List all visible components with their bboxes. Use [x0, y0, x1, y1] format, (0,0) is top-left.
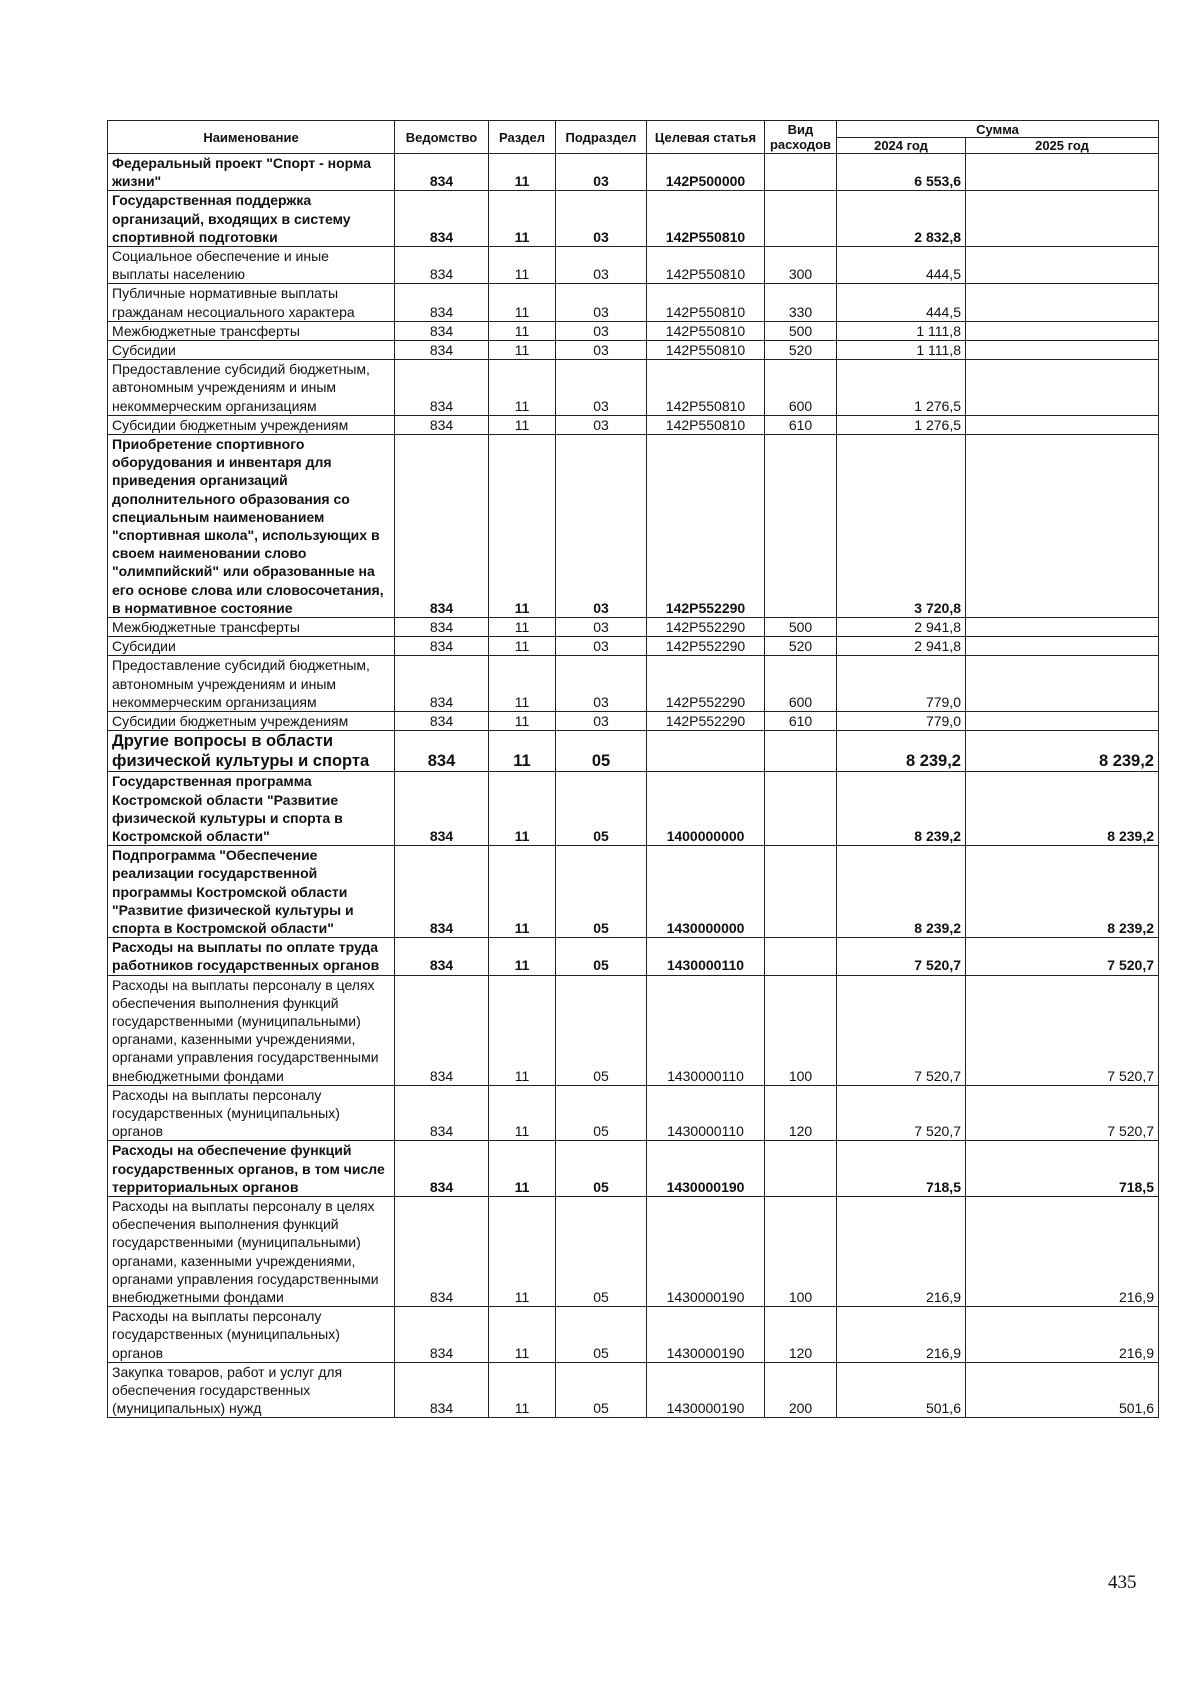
cell-vedomstvo: 834 — [395, 435, 489, 618]
cell-summa-2025 — [966, 435, 1159, 618]
cell-vid-rashodov: 120 — [765, 1085, 837, 1141]
cell-summa-2025 — [966, 341, 1159, 360]
cell-celevaya-statya: 1430000190 — [647, 1141, 765, 1197]
cell-summa-2024: 1 276,5 — [837, 360, 966, 416]
cell-name: Федеральный проект "Спорт - норма жизни" — [108, 154, 395, 191]
header-celevaya-statya: Целевая статья — [647, 121, 765, 154]
table-row — [108, 656, 1159, 712]
cell-razdel: 11 — [489, 415, 556, 434]
cell-celevaya-statya: 142P550810 — [647, 415, 765, 434]
cell-vid-rashodov: 520 — [765, 637, 837, 656]
cell-name: Приобретение спортивного оборудования и инвентаря для приведения организаций дополнительного образования со специальным наименованием "спортивная школа", использующих в своем наименовании слово "олимпийский" или образованные на его основе слова или словосочетания, в нормативное состояние — [108, 435, 395, 618]
cell-name: Публичные нормативные выплаты гражданам несоциального характера — [108, 284, 395, 321]
cell-summa-2024: 1 276,5 — [837, 415, 966, 434]
cell-podrazdel: 05 — [556, 1362, 647, 1418]
cell-name: Предоставление субсидий бюджетным, автономным учреждениям и иным некоммерческим организациям — [108, 360, 395, 416]
cell-podrazdel: 05 — [556, 1307, 647, 1363]
cell-summa-2025 — [966, 618, 1159, 637]
cell-vid-rashodov — [765, 1141, 837, 1197]
cell-vedomstvo: 834 — [395, 1307, 489, 1363]
cell-summa-2024: 1 111,8 — [837, 341, 966, 360]
cell-vid-rashodov: 300 — [765, 247, 837, 284]
table-row — [108, 1085, 1159, 1141]
cell-razdel: 11 — [489, 360, 556, 416]
cell-celevaya-statya: 1430000190 — [647, 1362, 765, 1418]
table-row — [108, 360, 1159, 416]
cell-name: Государственная поддержка организаций, входящих в систему спортивной подготовки — [108, 191, 395, 247]
table-row — [108, 618, 1159, 637]
cell-name: Субсидии — [108, 341, 395, 360]
cell-razdel: 11 — [489, 154, 556, 191]
cell-razdel: 11 — [489, 637, 556, 656]
cell-podrazdel: 05 — [556, 772, 647, 846]
cell-name: Расходы на обеспечение функций государственных органов, в том числе территориальных органов — [108, 1141, 395, 1197]
cell-vedomstvo: 834 — [395, 154, 489, 191]
table-row — [108, 1196, 1159, 1306]
cell-name: Социальное обеспечение и иные выплаты населению — [108, 247, 395, 284]
table-row — [108, 321, 1159, 340]
cell-vid-rashodov: 520 — [765, 341, 837, 360]
cell-vid-rashodov: 100 — [765, 1196, 837, 1306]
cell-celevaya-statya — [647, 731, 765, 772]
table-row — [108, 191, 1159, 247]
table-row — [108, 435, 1159, 618]
cell-razdel: 11 — [489, 435, 556, 618]
cell-podrazdel: 03 — [556, 284, 647, 321]
cell-celevaya-statya: 1430000000 — [647, 846, 765, 938]
table-row — [108, 1141, 1159, 1197]
cell-razdel: 11 — [489, 1307, 556, 1363]
cell-name: Расходы на выплаты персоналу государственных (муниципальных) органов — [108, 1085, 395, 1141]
cell-vid-rashodov: 500 — [765, 321, 837, 340]
cell-vid-rashodov: 500 — [765, 618, 837, 637]
cell-celevaya-statya: 1430000110 — [647, 1085, 765, 1141]
cell-vedomstvo: 834 — [395, 938, 489, 975]
cell-razdel: 11 — [489, 772, 556, 846]
cell-celevaya-statya: 142P552290 — [647, 618, 765, 637]
cell-vedomstvo: 834 — [395, 1362, 489, 1418]
cell-summa-2024: 2 832,8 — [837, 191, 966, 247]
cell-summa-2025 — [966, 154, 1159, 191]
cell-celevaya-statya: 142P550810 — [647, 247, 765, 284]
cell-summa-2025: 718,5 — [966, 1141, 1159, 1197]
cell-vid-rashodov: 120 — [765, 1307, 837, 1363]
cell-summa-2024: 216,9 — [837, 1196, 966, 1306]
cell-razdel: 11 — [489, 731, 556, 772]
table-row — [108, 1362, 1159, 1418]
header-year-2024: 2024 год — [837, 138, 966, 154]
cell-celevaya-statya: 142P550810 — [647, 191, 765, 247]
cell-summa-2025: 501,6 — [966, 1362, 1159, 1418]
cell-summa-2024: 444,5 — [837, 247, 966, 284]
cell-summa-2024: 444,5 — [837, 284, 966, 321]
cell-summa-2024: 8 239,2 — [837, 772, 966, 846]
table-row — [108, 975, 1159, 1085]
budget-table — [107, 120, 1159, 1418]
cell-vid-rashodov — [765, 938, 837, 975]
cell-summa-2025 — [966, 415, 1159, 434]
cell-vedomstvo: 834 — [395, 846, 489, 938]
cell-celevaya-statya: 1400000000 — [647, 772, 765, 846]
cell-podrazdel: 03 — [556, 154, 647, 191]
cell-summa-2025 — [966, 247, 1159, 284]
cell-name: Другие вопросы в области физической культуры и спорта — [108, 731, 395, 772]
cell-vedomstvo: 834 — [395, 1196, 489, 1306]
cell-vid-rashodov — [765, 772, 837, 846]
cell-podrazdel: 03 — [556, 321, 647, 340]
cell-summa-2025: 216,9 — [966, 1196, 1159, 1306]
cell-celevaya-statya: 142P550810 — [647, 360, 765, 416]
header-vedomstvo: Ведомство — [395, 121, 489, 154]
cell-summa-2024: 718,5 — [837, 1141, 966, 1197]
cell-summa-2025: 7 520,7 — [966, 1085, 1159, 1141]
table-row — [108, 731, 1159, 772]
cell-name: Государственная программа Костромской области "Развитие физической культуры и спорта в Костромской области" — [108, 772, 395, 846]
cell-summa-2025: 8 239,2 — [966, 731, 1159, 772]
cell-name: Расходы на выплаты персоналу государственных (муниципальных) органов — [108, 1307, 395, 1363]
table-row — [108, 154, 1159, 191]
cell-razdel: 11 — [489, 1085, 556, 1141]
cell-vedomstvo: 834 — [395, 975, 489, 1085]
cell-vid-rashodov: 100 — [765, 975, 837, 1085]
cell-vid-rashodov — [765, 846, 837, 938]
cell-vid-rashodov — [765, 731, 837, 772]
cell-summa-2024: 2 941,8 — [837, 618, 966, 637]
page-number: 435 — [1108, 1572, 1137, 1593]
cell-podrazdel: 03 — [556, 247, 647, 284]
table-row — [108, 846, 1159, 938]
cell-vedomstvo: 834 — [395, 341, 489, 360]
cell-podrazdel: 05 — [556, 1141, 647, 1197]
table-row — [108, 415, 1159, 434]
cell-vedomstvo: 834 — [395, 1085, 489, 1141]
cell-name: Подпрограмма "Обеспечение реализации государственной программы Костромской области "Развитие физической культуры и спорта в Костромской области" — [108, 846, 395, 938]
cell-summa-2025 — [966, 656, 1159, 712]
cell-name: Межбюджетные трансферты — [108, 321, 395, 340]
cell-summa-2025: 8 239,2 — [966, 772, 1159, 846]
cell-razdel: 11 — [489, 1362, 556, 1418]
cell-celevaya-statya: 142P500000 — [647, 154, 765, 191]
table-row — [108, 712, 1159, 731]
table-row — [108, 938, 1159, 975]
cell-razdel: 11 — [489, 938, 556, 975]
cell-name: Расходы на выплаты персоналу в целях обеспечения выполнения функций государственными (муниципальными) органами, казенными учреждениями, органами управления государственными внебюджетными фондами — [108, 975, 395, 1085]
cell-razdel: 11 — [489, 247, 556, 284]
cell-celevaya-statya: 1430000190 — [647, 1196, 765, 1306]
cell-vedomstvo: 834 — [395, 731, 489, 772]
cell-vedomstvo: 834 — [395, 712, 489, 731]
cell-summa-2024: 7 520,7 — [837, 1085, 966, 1141]
cell-celevaya-statya: 1430000110 — [647, 975, 765, 1085]
cell-podrazdel: 05 — [556, 975, 647, 1085]
cell-vid-rashodov: 600 — [765, 360, 837, 416]
cell-summa-2024: 779,0 — [837, 712, 966, 731]
header-summa: Сумма — [837, 121, 1159, 138]
cell-celevaya-statya: 142P550810 — [647, 321, 765, 340]
cell-podrazdel: 03 — [556, 637, 647, 656]
cell-razdel: 11 — [489, 618, 556, 637]
cell-celevaya-statya: 142P552290 — [647, 435, 765, 618]
table-row — [108, 1307, 1159, 1363]
cell-name: Расходы на выплаты по оплате труда работников государственных органов — [108, 938, 395, 975]
cell-podrazdel: 05 — [556, 846, 647, 938]
cell-vedomstvo: 834 — [395, 247, 489, 284]
cell-celevaya-statya: 142P550810 — [647, 341, 765, 360]
cell-podrazdel: 05 — [556, 731, 647, 772]
cell-razdel: 11 — [489, 712, 556, 731]
cell-summa-2025 — [966, 637, 1159, 656]
cell-summa-2024: 7 520,7 — [837, 975, 966, 1085]
cell-razdel: 11 — [489, 191, 556, 247]
table-row — [108, 247, 1159, 284]
cell-summa-2024: 501,6 — [837, 1362, 966, 1418]
cell-vedomstvo: 834 — [395, 656, 489, 712]
cell-summa-2024: 6 553,6 — [837, 154, 966, 191]
cell-razdel: 11 — [489, 284, 556, 321]
header-podrazdel: Подраздел — [556, 121, 647, 154]
cell-summa-2025 — [966, 321, 1159, 340]
cell-podrazdel: 03 — [556, 191, 647, 247]
cell-name: Межбюджетные трансферты — [108, 618, 395, 637]
cell-podrazdel: 05 — [556, 938, 647, 975]
cell-name: Субсидии бюджетным учреждениям — [108, 712, 395, 731]
header-year-2025: 2025 год — [966, 138, 1159, 154]
table-row — [108, 772, 1159, 846]
cell-podrazdel: 03 — [556, 415, 647, 434]
cell-summa-2025: 7 520,7 — [966, 975, 1159, 1085]
cell-celevaya-statya: 142P552290 — [647, 656, 765, 712]
cell-summa-2024: 1 111,8 — [837, 321, 966, 340]
cell-razdel: 11 — [489, 1141, 556, 1197]
cell-vedomstvo: 834 — [395, 772, 489, 846]
cell-name: Субсидии бюджетным учреждениям — [108, 415, 395, 434]
table-row — [108, 341, 1159, 360]
cell-podrazdel: 05 — [556, 1196, 647, 1306]
cell-summa-2024: 7 520,7 — [837, 938, 966, 975]
cell-summa-2025 — [966, 284, 1159, 321]
cell-summa-2024: 216,9 — [837, 1307, 966, 1363]
cell-vid-rashodov: 610 — [765, 415, 837, 434]
cell-summa-2025: 7 520,7 — [966, 938, 1159, 975]
cell-vedomstvo: 834 — [395, 191, 489, 247]
cell-razdel: 11 — [489, 656, 556, 712]
cell-podrazdel: 03 — [556, 341, 647, 360]
cell-name: Расходы на выплаты персоналу в целях обеспечения выполнения функций государственными (муниципальными) органами, казенными учреждениями, органами управления государственными внебюджетными фондами — [108, 1196, 395, 1306]
cell-vedomstvo: 834 — [395, 618, 489, 637]
cell-podrazdel: 03 — [556, 712, 647, 731]
cell-celevaya-statya: 1430000110 — [647, 938, 765, 975]
cell-vid-rashodov — [765, 191, 837, 247]
cell-vedomstvo: 834 — [395, 321, 489, 340]
table-row — [108, 284, 1159, 321]
cell-name: Предоставление субсидий бюджетным, автономным учреждениям и иным некоммерческим организациям — [108, 656, 395, 712]
cell-summa-2025 — [966, 712, 1159, 731]
header-razdel: Раздел — [489, 121, 556, 154]
cell-podrazdel: 03 — [556, 435, 647, 618]
cell-razdel: 11 — [489, 975, 556, 1085]
cell-vedomstvo: 834 — [395, 415, 489, 434]
table-body — [108, 154, 1159, 1418]
cell-razdel: 11 — [489, 1196, 556, 1306]
cell-name: Субсидии — [108, 637, 395, 656]
cell-summa-2025: 8 239,2 — [966, 846, 1159, 938]
cell-podrazdel: 03 — [556, 618, 647, 637]
cell-summa-2025: 216,9 — [966, 1307, 1159, 1363]
cell-razdel: 11 — [489, 846, 556, 938]
cell-vid-rashodov: 610 — [765, 712, 837, 731]
cell-vid-rashodov: 330 — [765, 284, 837, 321]
cell-podrazdel: 03 — [556, 360, 647, 416]
cell-vedomstvo: 834 — [395, 1141, 489, 1197]
cell-summa-2025 — [966, 360, 1159, 416]
cell-vid-rashodov: 200 — [765, 1362, 837, 1418]
cell-razdel: 11 — [489, 341, 556, 360]
cell-podrazdel: 03 — [556, 656, 647, 712]
table-row — [108, 637, 1159, 656]
cell-celevaya-statya: 142P552290 — [647, 712, 765, 731]
cell-razdel: 11 — [489, 321, 556, 340]
cell-name: Закупка товаров, работ и услуг для обеспечения государственных (муниципальных) нужд — [108, 1362, 395, 1418]
cell-vid-rashodov: 600 — [765, 656, 837, 712]
cell-vedomstvo: 834 — [395, 360, 489, 416]
cell-summa-2024: 779,0 — [837, 656, 966, 712]
cell-summa-2024: 8 239,2 — [837, 846, 966, 938]
cell-summa-2024: 2 941,8 — [837, 637, 966, 656]
header-vid-rashodov: Вид расходов — [765, 121, 837, 154]
cell-vid-rashodov — [765, 154, 837, 191]
cell-celevaya-statya: 142P550810 — [647, 284, 765, 321]
cell-celevaya-statya: 142P552290 — [647, 637, 765, 656]
cell-vedomstvo: 834 — [395, 284, 489, 321]
cell-vid-rashodov — [765, 435, 837, 618]
cell-summa-2025 — [966, 191, 1159, 247]
cell-vedomstvo: 834 — [395, 637, 489, 656]
header-name: Наименование — [108, 121, 395, 154]
cell-summa-2024: 3 720,8 — [837, 435, 966, 618]
cell-summa-2024: 8 239,2 — [837, 731, 966, 772]
cell-podrazdel: 05 — [556, 1085, 647, 1141]
cell-celevaya-statya: 1430000190 — [647, 1307, 765, 1363]
